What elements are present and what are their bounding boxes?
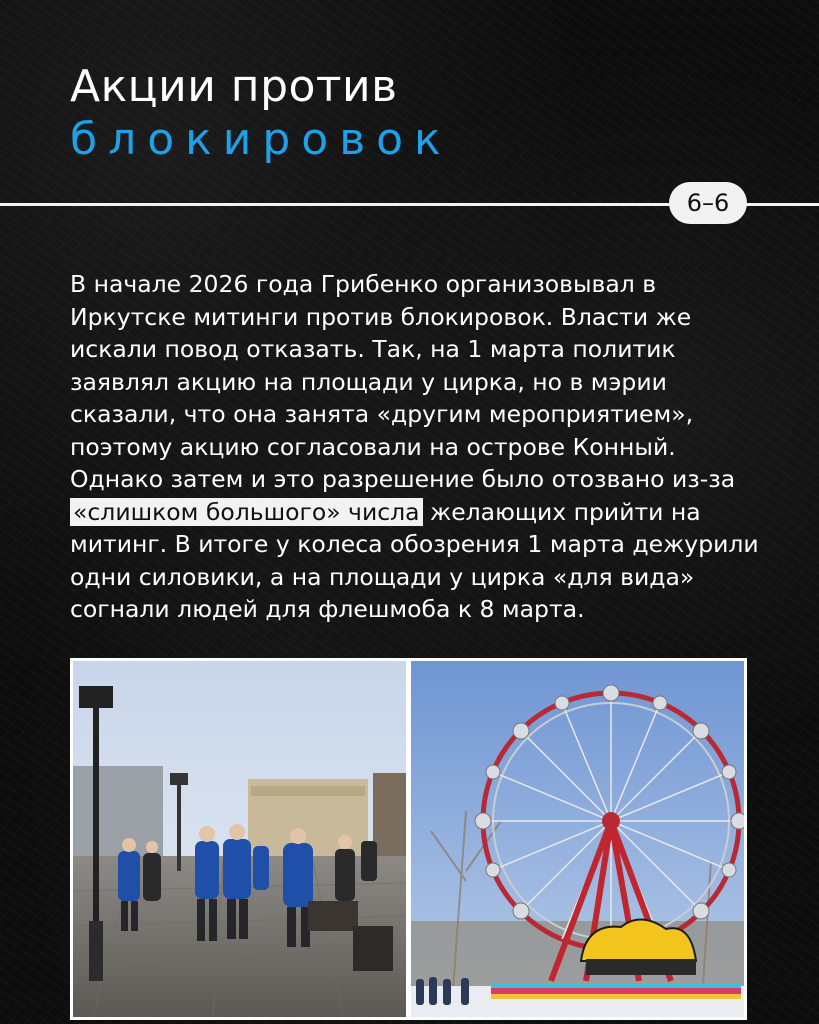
ferris-wheel-photo xyxy=(411,661,744,1017)
page-title xyxy=(70,62,452,168)
article-text-before: В начале 2026 года Грибенко организовывал в Иркутске митинги против блокировок. Власти же искали повод отказать. Так, на 1 марта политик заявлял акцию на площади у цирка, но в мэрии сказали, что она занята «другим мероприятием», поэтому акцию согласовали на острове Конный. Однако затем и это разрешение было отозвано из-за xyxy=(70,270,736,493)
title-line-1: Акции против xyxy=(70,61,398,112)
photo-collage xyxy=(70,658,747,1020)
square-with-people-photo xyxy=(73,661,406,1017)
page-counter-badge: 6–6 xyxy=(669,182,747,224)
article-text xyxy=(70,268,760,626)
article-text-after: желающих прийти на митинг. В итоге у колеса обозрения 1 марта дежурили одни силовики, а на площади у цирка «для вида» согнали людей для флешмоба к 8 марта. xyxy=(70,497,759,623)
highlighted-phrase: «слишком большого» числа xyxy=(70,498,423,526)
title-line-2: блокировок xyxy=(70,114,452,165)
